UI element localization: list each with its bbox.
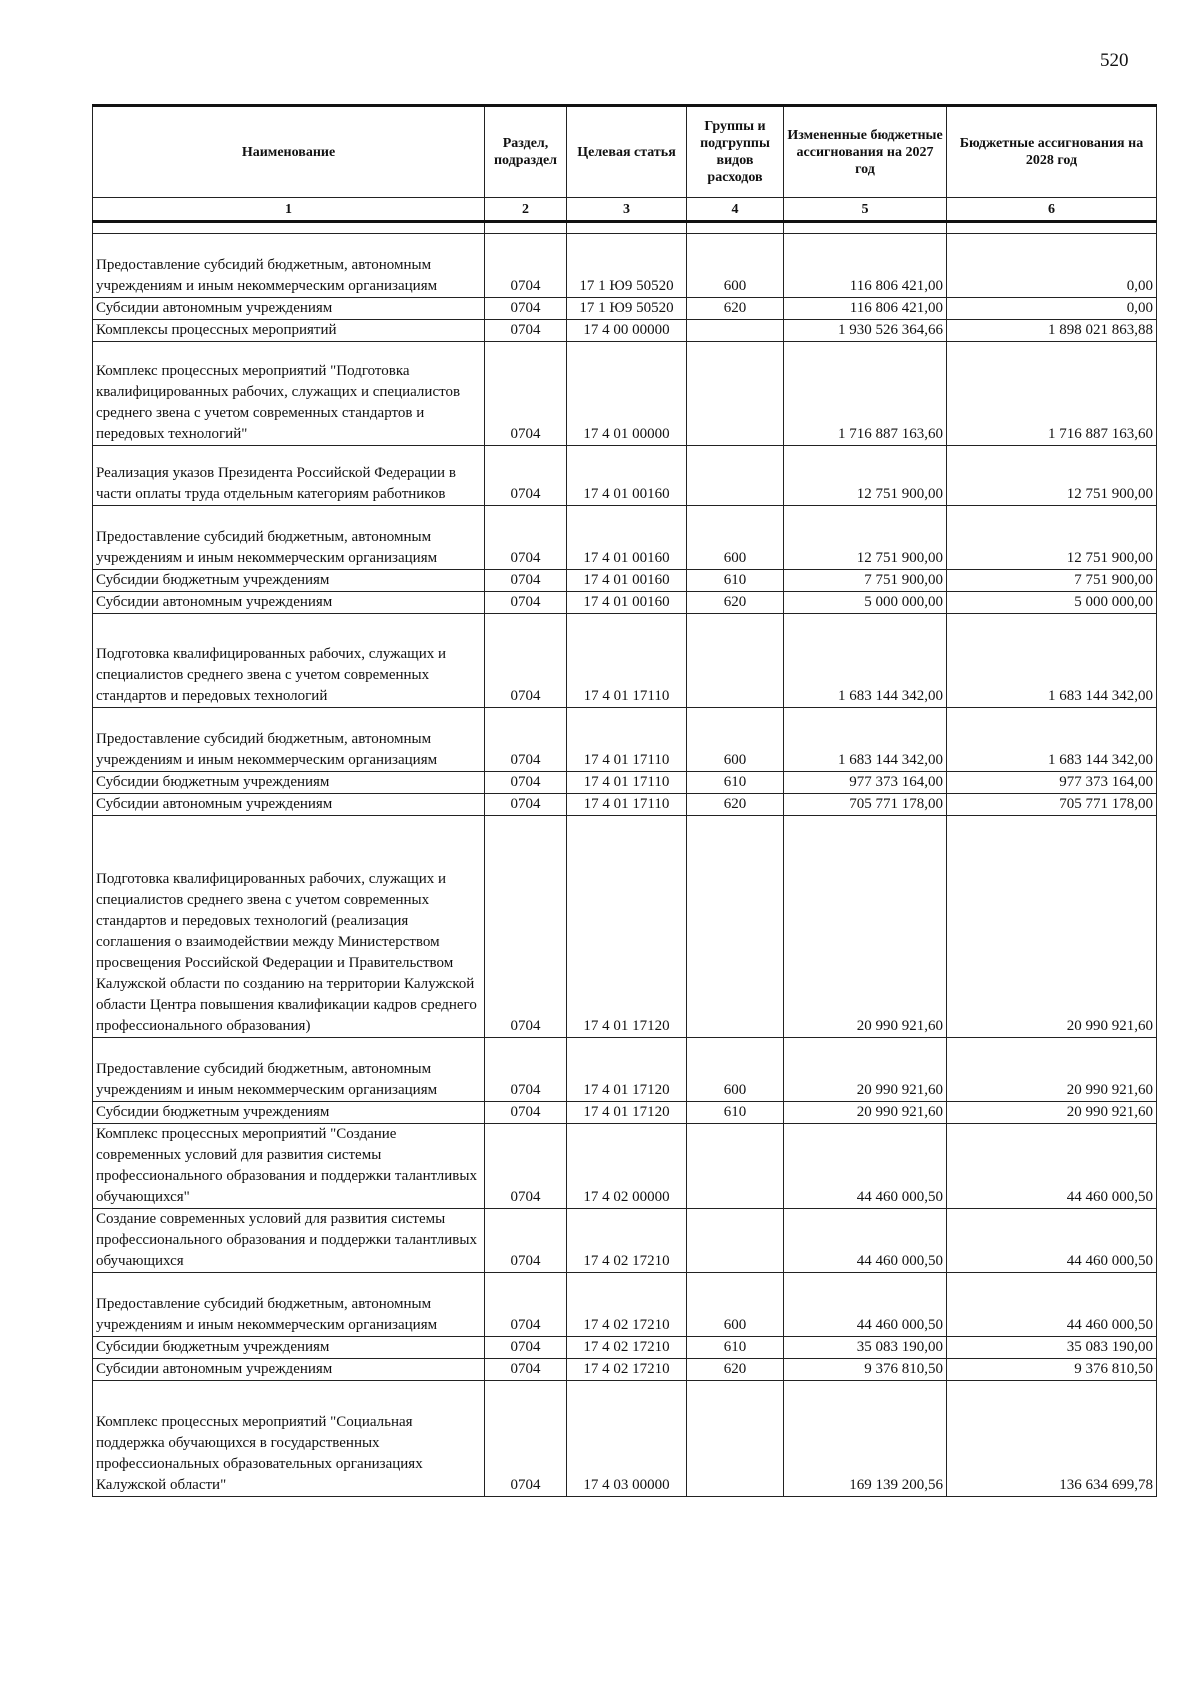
row-group	[687, 1381, 784, 1497]
row-group: 600	[687, 1273, 784, 1337]
row-name: Комплекс процессных мероприятий "Подготовка квалифицированных рабочих, служащих и специалистов среднего звена с учетом современных стандартов и передовых технологий"	[93, 342, 485, 446]
row-group: 620	[687, 794, 784, 816]
row-section: 0704	[485, 1337, 567, 1359]
row-section: 0704	[485, 592, 567, 614]
row-name: Субсидии бюджетным учреждениям	[93, 570, 485, 592]
row-name: Субсидии бюджетным учреждениям	[93, 772, 485, 794]
table-row	[93, 592, 1157, 614]
column-number: 2	[485, 198, 567, 222]
table-row	[93, 772, 1157, 794]
row-section: 0704	[485, 794, 567, 816]
table-row	[93, 234, 1157, 298]
row-group	[687, 816, 784, 1038]
row-group: 620	[687, 298, 784, 320]
header-section: Раздел, подраздел	[485, 106, 567, 198]
row-target: 17 4 01 17120	[567, 816, 687, 1038]
table-row	[93, 1102, 1157, 1124]
row-amount-2028: 705 771 178,00	[947, 794, 1157, 816]
row-amount-2028: 20 990 921,60	[947, 816, 1157, 1038]
row-group	[687, 1209, 784, 1273]
row-group: 610	[687, 570, 784, 592]
row-amount-2028: 20 990 921,60	[947, 1102, 1157, 1124]
spacer-cell	[485, 222, 567, 234]
row-target: 17 4 01 17120	[567, 1102, 687, 1124]
header-target: Целевая статья	[567, 106, 687, 198]
row-amount-2027: 20 990 921,60	[784, 1102, 947, 1124]
row-group	[687, 446, 784, 506]
row-name: Создание современных условий для развития системы профессионального образования и поддержки талантливых обучающихся	[93, 1209, 485, 1273]
row-section: 0704	[485, 1102, 567, 1124]
table-row	[93, 1381, 1157, 1497]
row-amount-2028: 20 990 921,60	[947, 1038, 1157, 1102]
row-amount-2028: 44 460 000,50	[947, 1124, 1157, 1209]
table-row	[93, 1337, 1157, 1359]
row-group: 610	[687, 1102, 784, 1124]
row-amount-2027: 1 930 526 364,66	[784, 320, 947, 342]
column-number: 1	[93, 198, 485, 222]
row-amount-2027: 705 771 178,00	[784, 794, 947, 816]
table-row	[93, 320, 1157, 342]
row-amount-2028: 35 083 190,00	[947, 1337, 1157, 1359]
row-target: 17 1 Ю9 50520	[567, 298, 687, 320]
row-amount-2028: 0,00	[947, 234, 1157, 298]
row-target: 17 4 01 17110	[567, 772, 687, 794]
row-section: 0704	[485, 298, 567, 320]
table-row	[93, 614, 1157, 708]
row-amount-2028: 44 460 000,50	[947, 1209, 1157, 1273]
budget-table	[92, 104, 1157, 1497]
row-group	[687, 342, 784, 446]
row-name: Подготовка квалифицированных рабочих, служащих и специалистов среднего звена с учетом современных стандартов и передовых технологий	[93, 614, 485, 708]
row-group: 610	[687, 1337, 784, 1359]
row-group: 610	[687, 772, 784, 794]
row-amount-2028: 0,00	[947, 298, 1157, 320]
row-section: 0704	[485, 708, 567, 772]
row-amount-2028: 136 634 699,78	[947, 1381, 1157, 1497]
spacer-cell	[687, 222, 784, 234]
header-2027: Измененные бюджетные ассигнования на 2027 год	[784, 106, 947, 198]
table-row	[93, 1038, 1157, 1102]
row-name: Комплексы процессных мероприятий	[93, 320, 485, 342]
table-row	[93, 1209, 1157, 1273]
row-section: 0704	[485, 342, 567, 446]
column-number: 4	[687, 198, 784, 222]
row-amount-2028: 9 376 810,50	[947, 1359, 1157, 1381]
row-name: Субсидии автономным учреждениям	[93, 592, 485, 614]
row-group: 600	[687, 1038, 784, 1102]
row-amount-2027: 9 376 810,50	[784, 1359, 947, 1381]
row-amount-2028: 1 683 144 342,00	[947, 708, 1157, 772]
row-name: Предоставление субсидий бюджетным, автономным учреждениям и иным некоммерческим организациям	[93, 234, 485, 298]
row-target: 17 4 02 17210	[567, 1209, 687, 1273]
row-target: 17 4 01 00160	[567, 446, 687, 506]
row-group: 600	[687, 506, 784, 570]
row-name: Комплекс процессных мероприятий "Социальная поддержка обучающихся в государственных профессиональных образовательных организациях Калужской области"	[93, 1381, 485, 1497]
row-amount-2027: 977 373 164,00	[784, 772, 947, 794]
spacer-cell	[567, 222, 687, 234]
row-name: Комплекс процессных мероприятий "Создание современных условий для развития системы профессионального образования и поддержки талантливых обучающихся"	[93, 1124, 485, 1209]
table-row	[93, 298, 1157, 320]
row-group	[687, 1124, 784, 1209]
row-target: 17 4 01 17110	[567, 614, 687, 708]
row-name: Предоставление субсидий бюджетным, автономным учреждениям и иным некоммерческим организациям	[93, 1273, 485, 1337]
row-group: 620	[687, 592, 784, 614]
row-target: 17 4 01 17110	[567, 708, 687, 772]
row-amount-2027: 1 716 887 163,60	[784, 342, 947, 446]
row-section: 0704	[485, 1038, 567, 1102]
row-amount-2027: 116 806 421,00	[784, 298, 947, 320]
row-section: 0704	[485, 816, 567, 1038]
row-section: 0704	[485, 234, 567, 298]
header-2028: Бюджетные ассигнования на 2028 год	[947, 106, 1157, 198]
row-group: 620	[687, 1359, 784, 1381]
row-amount-2028: 5 000 000,00	[947, 592, 1157, 614]
row-name: Субсидии автономным учреждениям	[93, 298, 485, 320]
row-amount-2028: 12 751 900,00	[947, 506, 1157, 570]
row-amount-2027: 20 990 921,60	[784, 816, 947, 1038]
row-section: 0704	[485, 614, 567, 708]
row-target: 17 4 01 00160	[567, 592, 687, 614]
row-amount-2027: 44 460 000,50	[784, 1209, 947, 1273]
row-amount-2028: 12 751 900,00	[947, 446, 1157, 506]
row-target: 17 4 01 17110	[567, 794, 687, 816]
row-name: Предоставление субсидий бюджетным, автономным учреждениям и иным некоммерческим организациям	[93, 506, 485, 570]
table-row	[93, 446, 1157, 506]
row-amount-2028: 977 373 164,00	[947, 772, 1157, 794]
row-name: Субсидии бюджетным учреждениям	[93, 1102, 485, 1124]
row-amount-2027: 169 139 200,56	[784, 1381, 947, 1497]
column-number: 5	[784, 198, 947, 222]
spacer-cell	[93, 222, 485, 234]
row-amount-2027: 44 460 000,50	[784, 1273, 947, 1337]
table-row	[93, 342, 1157, 446]
row-target: 17 4 02 17210	[567, 1359, 687, 1381]
row-name: Субсидии автономным учреждениям	[93, 794, 485, 816]
row-section: 0704	[485, 570, 567, 592]
header-name: Наименование	[93, 106, 485, 198]
row-section: 0704	[485, 1124, 567, 1209]
row-amount-2027: 1 683 144 342,00	[784, 708, 947, 772]
spacer-cell	[784, 222, 947, 234]
spacer-row	[93, 222, 1157, 234]
column-number: 6	[947, 198, 1157, 222]
spacer-cell	[947, 222, 1157, 234]
row-section: 0704	[485, 446, 567, 506]
row-section: 0704	[485, 1359, 567, 1381]
header-groups: Группы и подгруппы видов расходов	[687, 106, 784, 198]
row-target: 17 4 02 17210	[567, 1273, 687, 1337]
row-amount-2028: 7 751 900,00	[947, 570, 1157, 592]
row-amount-2027: 35 083 190,00	[784, 1337, 947, 1359]
column-number: 3	[567, 198, 687, 222]
row-target: 17 4 01 00160	[567, 506, 687, 570]
row-amount-2027: 20 990 921,60	[784, 1038, 947, 1102]
page-number: 520	[1100, 50, 1129, 71]
row-group: 600	[687, 708, 784, 772]
row-name: Субсидии автономным учреждениям	[93, 1359, 485, 1381]
row-target: 17 4 03 00000	[567, 1381, 687, 1497]
row-amount-2027: 1 683 144 342,00	[784, 614, 947, 708]
row-group: 600	[687, 234, 784, 298]
row-target: 17 4 01 00160	[567, 570, 687, 592]
table-body	[93, 222, 1157, 1497]
row-target: 17 4 02 00000	[567, 1124, 687, 1209]
table-row	[93, 570, 1157, 592]
row-group	[687, 320, 784, 342]
row-amount-2027: 12 751 900,00	[784, 446, 947, 506]
row-section: 0704	[485, 772, 567, 794]
table-row	[93, 816, 1157, 1038]
table-row	[93, 506, 1157, 570]
row-name: Реализация указов Президента Российской Федерации в части оплаты труда отдельным категориям работников	[93, 446, 485, 506]
row-section: 0704	[485, 1273, 567, 1337]
row-amount-2027: 12 751 900,00	[784, 506, 947, 570]
row-section: 0704	[485, 506, 567, 570]
table-row	[93, 1359, 1157, 1381]
row-amount-2028: 1 716 887 163,60	[947, 342, 1157, 446]
row-amount-2027: 44 460 000,50	[784, 1124, 947, 1209]
row-amount-2027: 7 751 900,00	[784, 570, 947, 592]
row-amount-2027: 5 000 000,00	[784, 592, 947, 614]
row-amount-2028: 1 898 021 863,88	[947, 320, 1157, 342]
row-section: 0704	[485, 1209, 567, 1273]
table-row	[93, 708, 1157, 772]
row-amount-2028: 44 460 000,50	[947, 1273, 1157, 1337]
row-target: 17 4 02 17210	[567, 1337, 687, 1359]
table-row	[93, 1124, 1157, 1209]
table-row	[93, 1273, 1157, 1337]
row-section: 0704	[485, 1381, 567, 1497]
row-amount-2028: 1 683 144 342,00	[947, 614, 1157, 708]
row-name: Предоставление субсидий бюджетным, автономным учреждениям и иным некоммерческим организациям	[93, 1038, 485, 1102]
row-section: 0704	[485, 320, 567, 342]
row-target: 17 4 01 17120	[567, 1038, 687, 1102]
row-target: 17 4 00 00000	[567, 320, 687, 342]
row-name: Субсидии бюджетным учреждениям	[93, 1337, 485, 1359]
row-amount-2027: 116 806 421,00	[784, 234, 947, 298]
row-target: 17 4 01 00000	[567, 342, 687, 446]
row-name: Предоставление субсидий бюджетным, автономным учреждениям и иным некоммерческим организациям	[93, 708, 485, 772]
table-row	[93, 794, 1157, 816]
row-target: 17 1 Ю9 50520	[567, 234, 687, 298]
row-name: Подготовка квалифицированных рабочих, служащих и специалистов среднего звена с учетом современных стандартов и передовых технологий (реализация соглашения о взаимодействии между Министерством просвещения Российской Федерации и Правительством Калужской области по созданию на территории Калужской области Центра повышения квалификации кадров среднего профессионального образования)	[93, 816, 485, 1038]
row-group	[687, 614, 784, 708]
